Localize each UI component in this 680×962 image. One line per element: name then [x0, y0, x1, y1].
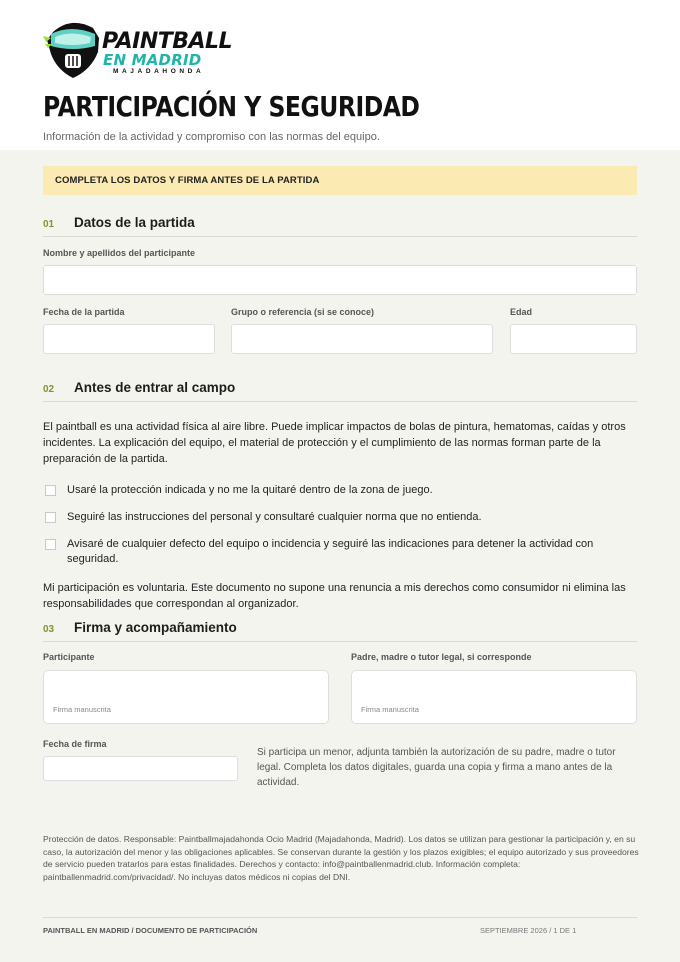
date-field[interactable] [43, 324, 215, 354]
section-number: 03 [43, 624, 55, 635]
footer-divider [43, 917, 637, 918]
minor-notice: Si participa un menor, adjunta también la autorización de su padre, madre o tutor legal. Completa los datos digitales, guarda una copia y firma a mano antes de la actividad. [257, 747, 616, 788]
check-text: Seguiré las instrucciones del personal y consultaré cualquier norma que no entienda. [67, 511, 482, 523]
age-label: Edad [510, 307, 533, 317]
name-field[interactable] [43, 265, 637, 295]
section-header-03 [43, 619, 637, 642]
sign-date-label: Fecha de firma [43, 739, 107, 749]
section-header-02 [43, 379, 637, 402]
date-label: Fecha de la partida [43, 307, 125, 317]
checkbox[interactable] [45, 539, 56, 550]
name-label: Nombre y apellidos del participante [43, 248, 196, 258]
section-title: Antes de entrar al campo [74, 380, 236, 395]
section-number: 02 [43, 384, 55, 395]
notice-banner [43, 166, 637, 195]
page-title: PARTICIPACIÓN Y SEGURIDAD [43, 90, 420, 123]
guardian-label: Padre, madre o tutor legal, si corresponde [351, 652, 532, 662]
signature-hint: Firma manuscrita [361, 705, 419, 714]
check-text: Avisaré de cualquier defecto del equipo o incidencia y seguiré las indicaciones para detener la actividad con seguridad. [67, 538, 594, 565]
section-header-01 [43, 214, 637, 237]
brand-line2: EN MADRID [103, 51, 202, 69]
paintball-mask-icon [43, 18, 103, 80]
participant-signature-box[interactable] [43, 670, 329, 724]
check-text: Usaré la protección indicada y no me la quitaré dentro de la zona de juego. [67, 484, 433, 496]
signature-hint: Firma manuscrita [53, 705, 111, 714]
participant-label: Participante [43, 652, 95, 662]
footer-left: PAINTBALL EN MADRID / DOCUMENTO DE PARTICIPACIÓN [43, 926, 258, 935]
section-title: Datos de la partida [74, 215, 195, 230]
page-subtitle: Información de la actividad y compromiso con las normas del equipo. [43, 131, 380, 143]
voluntary-statement: Mi participación es voluntaria. Este documento no supone una renuncia a mis derechos como consumidor ni elimina las responsabilidades que correspondan al organizador. [43, 582, 626, 610]
section-number: 01 [43, 219, 55, 230]
brand-line1: PAINTBALL [102, 29, 233, 54]
age-field[interactable] [510, 324, 637, 354]
page-header [0, 0, 680, 150]
guardian-signature-box[interactable] [351, 670, 637, 724]
group-label: Grupo o referencia (si se conoce) [231, 307, 375, 317]
activity-intro: El paintball es una actividad física al aire libre. Puede implicar impactos de bolas de pintura, hematomas, caídas y otros incidentes. La explicación del equipo, el material de protección y el cumplimiento de las normas forman parte de la preparación de la partida. [43, 421, 626, 465]
brand-line3: MAJADAHONDA [113, 68, 205, 75]
sign-date-field[interactable] [43, 756, 238, 781]
notice-text: COMPLETA LOS DATOS Y FIRMA ANTES DE LA PARTIDA [55, 175, 320, 186]
privacy-notice: Protección de datos. Responsable: Paintballmajadahonda Ocio Madrid (Majadahonda, Madrid). Los datos se utilizan para gestionar la participación y, en su caso, la autorización del menor y las obligaciones aplicables. Se conservan durante la gestión y los plazos exigibles; el equipo autorizado y sus proveedores de servicio pueden tratarlos para estas finalidades. Derechos y contacto: info@paintballenmadrid.club. Información completa: paintballenmadrid.com/privacidad/. No incluyas datos médicos ni copias del DNI. [43, 834, 639, 882]
brand-logo [43, 14, 243, 80]
group-field[interactable] [231, 324, 493, 354]
footer-right: SEPTIEMBRE 2026 / 1 DE 1 [480, 926, 577, 935]
checkbox[interactable] [45, 485, 56, 496]
section-title: Firma y acompañamiento [74, 620, 237, 635]
checkbox[interactable] [45, 512, 56, 523]
